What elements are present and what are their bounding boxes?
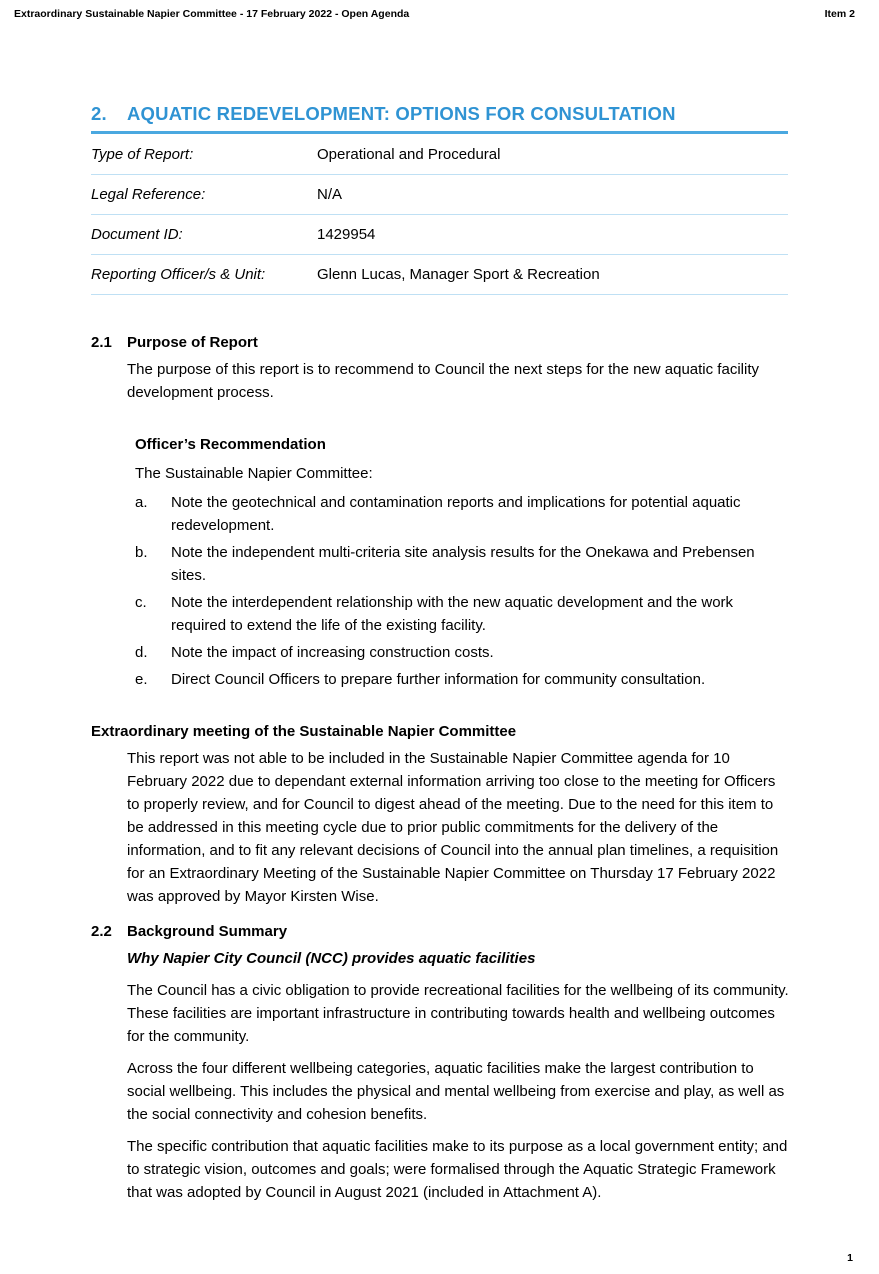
list-item-letter: c. bbox=[135, 594, 147, 611]
meta-key: Reporting Officer/s & Unit: bbox=[91, 255, 317, 295]
list-item bbox=[135, 591, 791, 637]
purpose-heading-text: Purpose of Report bbox=[127, 334, 258, 351]
officers-recommendation bbox=[135, 433, 791, 691]
list-item-letter: b. bbox=[135, 544, 148, 561]
purpose-number: 2.1 bbox=[91, 334, 112, 351]
meta-row bbox=[91, 255, 788, 295]
background-heading-text: Background Summary bbox=[127, 923, 288, 940]
list-item bbox=[135, 491, 791, 537]
meta-key: Legal Reference: bbox=[91, 175, 317, 215]
recommendation-list bbox=[135, 491, 791, 691]
extraordinary-heading: Extraordinary meeting of the Sustainable Napier Committee bbox=[91, 723, 517, 740]
report-meta-table bbox=[91, 135, 788, 295]
list-item bbox=[135, 641, 791, 664]
list-item-text: Note the geotechnical and contamination reports and implications for potential aquatic redevelopment. bbox=[171, 494, 741, 534]
header-meeting-title: Extraordinary Sustainable Napier Committee - 17 February 2022 - Open Agenda bbox=[14, 8, 410, 20]
meta-value: N/A bbox=[317, 175, 788, 215]
extraordinary-text: This report was not able to be included in the Sustainable Napier Committee agenda for 10 February 2022 due to dependant external information arriving too close to the meeting for Officers to properly review, and for Council to digest ahead of the meeting. Due to the need for this item to be addressed in this meeting cycle due to prior public commitments for the delivery of the information, and to fit any relevant decisions of Council into the annual plan timelines, a requisition for an Extraordinary Meeting of the Sustainable Napier Committee on Thursday 17 February 2022 was approved by Mayor Kirsten Wise. bbox=[127, 750, 779, 905]
list-item-letter: e. bbox=[135, 671, 148, 688]
meta-row bbox=[91, 175, 788, 215]
page-number: 1 bbox=[847, 1252, 853, 1264]
list-item bbox=[135, 668, 791, 691]
background-paragraph: The specific contribution that aquatic facilities make to its purpose as a local government entity; and to strategic vision, outcomes and goals; were formalised through the Aquatic Strategic Framework that was adopted by Council in August 2021 (included in Attachment A). bbox=[127, 1138, 788, 1201]
list-item-letter: d. bbox=[135, 644, 148, 661]
report-body bbox=[91, 331, 791, 1204]
list-item-text: Note the independent multi-criteria site analysis results for the Onekawa and Prebensen sites. bbox=[171, 544, 755, 584]
meta-key: Document ID: bbox=[91, 215, 317, 255]
purpose-heading bbox=[91, 331, 791, 354]
recommendation-heading: Officer’s Recommendation bbox=[135, 436, 326, 453]
background-subheading: Why Napier City Council (NCC) provides aquatic facilities bbox=[127, 950, 536, 967]
meta-value: Operational and Procedural bbox=[317, 135, 788, 175]
list-item-text: Note the interdependent relationship with the new aquatic development and the work required to extend the life of the existing facility. bbox=[171, 594, 734, 634]
list-item-text: Direct Council Officers to prepare further information for community consultation. bbox=[171, 671, 706, 688]
list-item-letter: a. bbox=[135, 494, 148, 511]
background-heading bbox=[91, 920, 791, 943]
background-number: 2.2 bbox=[91, 923, 112, 940]
list-item bbox=[135, 541, 791, 587]
header-item-label: Item 2 bbox=[824, 8, 855, 20]
meta-row bbox=[91, 135, 788, 175]
meta-value: 1429954 bbox=[317, 215, 788, 255]
page-header bbox=[14, 8, 855, 24]
purpose-text: The purpose of this report is to recommend to Council the next steps for the new aquatic facility development process. bbox=[127, 361, 759, 401]
report-title-text: AQUATIC REDEVELOPMENT: OPTIONS FOR CONSULTATION bbox=[127, 103, 676, 124]
recommendation-intro: The Sustainable Napier Committee: bbox=[135, 465, 373, 482]
meta-key: Type of Report: bbox=[91, 135, 317, 175]
meta-value: Glenn Lucas, Manager Sport & Recreation bbox=[317, 255, 788, 295]
report-title-number: 2. bbox=[91, 103, 107, 124]
report-title bbox=[91, 103, 788, 134]
background-paragraph: The Council has a civic obligation to provide recreational facilities for the wellbeing of its community. These facilities are important infrastructure in contributing towards health and wellbeing outcomes for the community. bbox=[127, 982, 789, 1045]
background-paragraph: Across the four different wellbeing categories, aquatic facilities make the largest contribution to social wellbeing. This includes the physical and mental wellbeing from exercise and play, as well as the social connectivity and cohesion benefits. bbox=[127, 1060, 785, 1123]
list-item-text: Note the impact of increasing construction costs. bbox=[171, 644, 494, 661]
meta-row bbox=[91, 215, 788, 255]
